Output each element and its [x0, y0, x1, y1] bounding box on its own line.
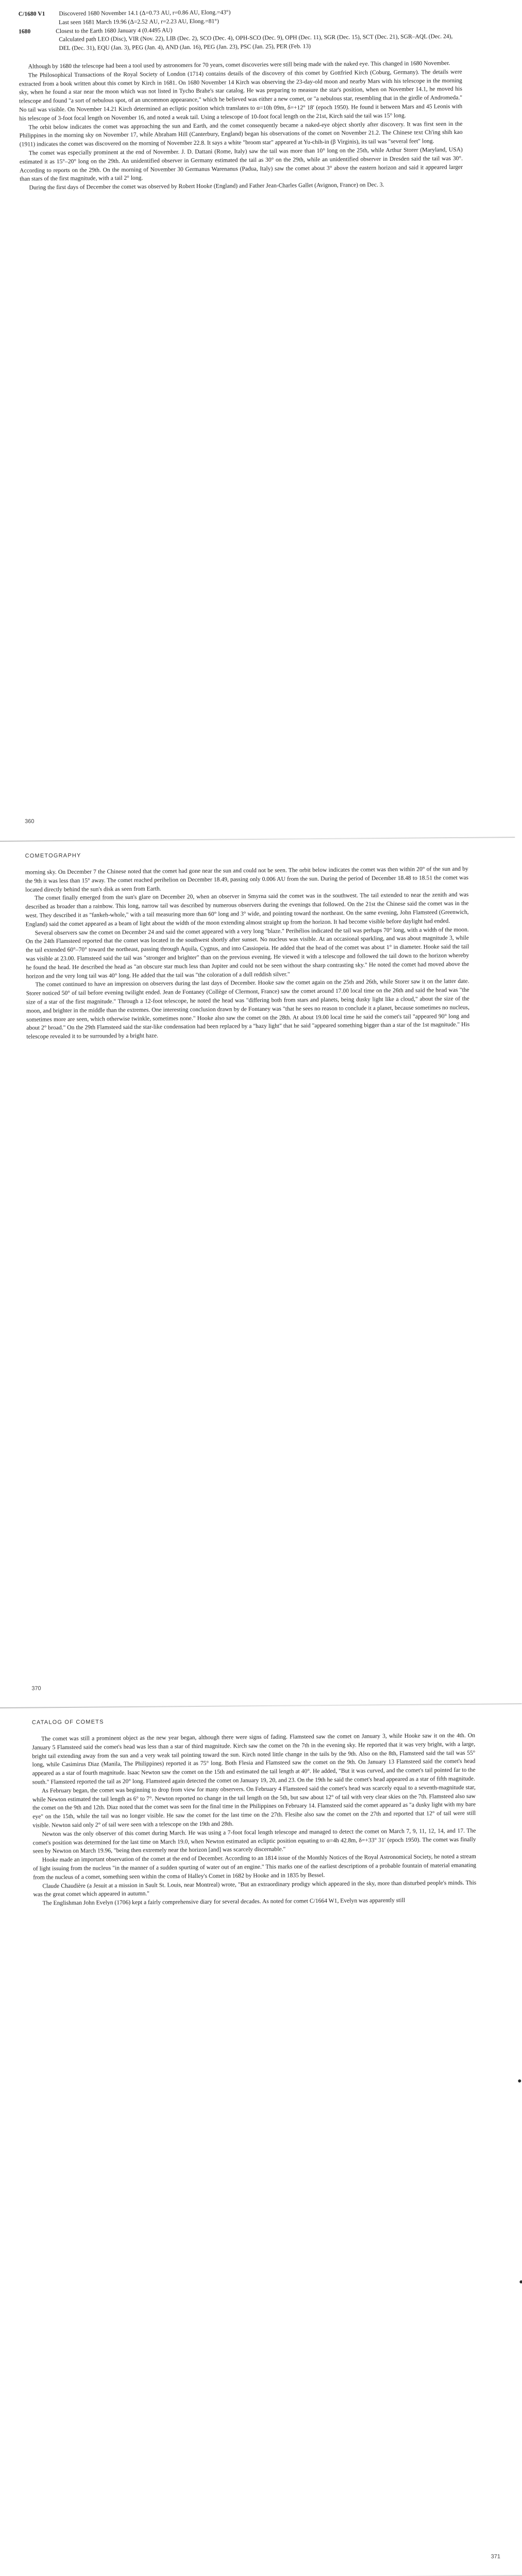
- page-370: [0, 842, 521, 1704]
- header-line-1: Discovered 1680 November 14.1 (Δ=0.73 AU, r=0.86 AU, Elong.=43°): [59, 9, 231, 17]
- header-line-4: Calculated path LEO (Disc), VIR (Nov. 22), LIB (Dec. 2), SCO (Dec. 4), OPH-SCO (Dec. 9), OPH (Dec. 11), SGR (Dec. 15), SCT (Dec. 21), SGR–AQL (Dec. 24), DEL (Dec. 31), EQU (Jan. 3), PEG (Jan. 4), AND (Jan. 16), PEG (Jan. 23), PSC (Jan. 25), PER (Feb. 13): [59, 33, 453, 52]
- paragraph: Newton was the only observer of this comet during March. He was using a 7-foot focal length telescope and managed to detect the comet on March 7, 9, 11, 12, 14, and 17. The comet's position was determined for the last time on March 19.0, when Newton estimated an ecliptic position equating to α=4h 42.8m, δ=+33° 31′ (epoch 1950). The comet was finally seen by Newton on March 19.96, "being then extremely near the horizon [and] was scarcely discernable.": [32, 1827, 476, 1855]
- paragraph: The comet was still a prominent object as the new year began, although there were signs of fading. Flamsteed saw the comet on January 3, while Hooke saw it on the 4th. On January 5 Flamsteed said the comet's head was less than a star of third magnitude. Kirch saw the comet on the 7th in the evening sky. He reported that it was very bright, with a large, bright tail extending away from the sun and a very weak tail pointing toward the sun. Kirch noted little change in the tails by the 9th. Also on the 8th, Flamsteed said the tail was 55° long, while Casimirus Diaz (Manila, The Philippines) reported it as 75° long. Both Flesia and Flamsteed saw the comet on the 9th. On January 13 Flamsteed said the comet's head appeared as a star of fourth magnitude. Isaac Newton saw the comet on the 15th and estimated the tail length at 40°. He added, "But it was curved, and the comet's tail pointed far to the south." Flamsteed reported the tail as 20° long. Flamsteed again detected the comet on January 19, 20, and 23. On the 19th he said the comet's head appeared as a star of fifth magnitude.: [32, 1732, 476, 1786]
- page-divider: [0, 837, 515, 842]
- comet-designation: C/1680 V1: [18, 10, 45, 18]
- page-number: 360: [25, 818, 35, 825]
- page-number: 371: [491, 2553, 500, 2560]
- paragraph: The comet finally emerged from the sun's glare on December 20, when an observer in Smyrna said the comet was in the southwest. The tail extended to near the zenith and was described as broader than a rainbow. This long, narrow tail was described by numerous observers during the evenings that followed. On the 21st the Chinese said the comet was in the west. They described it as "fankeh-whole," with a tail measuring more than 60° long and 3° wide, and pointing toward the northeast. On the same evening, John Flamsteed (Greenwich, England) said the comet appeared as a beam of light about the width of the moon extending almost straight up from the horizon. It had become visible before daylight had ended.: [25, 891, 469, 928]
- paragraph: morning sky. On December 7 the Chinese noted that the comet had gone near the sun and could not be seen. The orbit below indicates the comet was then within 20° of the sun and by the 9th it was less than 15° away. The comet reached perihelion on December 18.49, passing only 0.006 AU from the sun. During the period of December 18.48 to 18.51 the comet was located directly behind the sun's disk as seen from Earth.: [25, 865, 469, 893]
- page-number: 370: [31, 1685, 41, 1692]
- comet-header: [19, 7, 462, 54]
- page3-body: [32, 1732, 477, 1908]
- header-line-3: Closest to the Earth 1680 January 4 (0.4495 AU): [56, 26, 173, 35]
- paragraph: The orbit below indicates the comet was approaching the sun and Earth, and the comet consequently became a naked-eye object shortly after discovery. It was first seen in the Philippines in the morning sky on November 17, while Abraham Hill (Canterbury, England) began his observations of the comet on November 21.2. The Chinese text Ch'ing shih kao (1911) indicates the comet was discovered on the morning of November 22.8. It says a white "broom star" appeared at Yu-chih-in (β Virginis), its tail was "several feet" long.: [19, 120, 463, 148]
- page1-body: [19, 59, 463, 193]
- paragraph: Claude Chaudière (a Jesuit at a mission in Sault St. Louis, near Montreal) wrote, "But an extraordinary prodigy which appeared in the sky, more than disturbed people's minds. This was the great comet which appeared in autumn.": [33, 1879, 477, 1898]
- page-360: [0, 0, 515, 837]
- paragraph: The comet continued to have an impression on observers during the last days of December. Hooke saw the comet again on the 25th and 26th, while Storer saw it on the latter date. Storer noticed 50° of tail before evening twilight ended. Jean de Fontaney (Collège of Clermont, France) saw the comet around 17.00 local time on the 26th and said the head was "the size of a star of the first magnitude." Through a 12-foot telescope, he noted the head was "differing both from stars and planets, being dusky light like a cloud," about the size of the moon, and brighter in the middle than the extremes. One interesting conclusion drawn by de Fontaney was "that he sees no reason to conclude it a planet, because sometimes no nucleus, sometimes more are seen, which otherwise twinkle, sometimes none." Hooke also saw the comet on the 28th. At about 19.00 local time he said the comet's tail "appeared 90° long and about 2° broad." On the 29th Flamsteed said the star-like condensation had been replaced by a "hazy light" that he said "appeared something bigger than a star of the 1st magnitude." His telescope revealed it to be surrounded by a bright haze.: [26, 978, 470, 1040]
- header-line-2: Last seen 1681 March 19.96 (Δ=2.52 AU, r=2.23 AU, Elong.=81°): [58, 18, 219, 26]
- paragraph: During the first days of December the comet was observed by Robert Hooke (England) and Father Jean-Charles Gallet (Avignon, France) on Dec. 3.: [29, 181, 384, 191]
- paragraph: Hooke made an important observation of the comet at the end of December. According to an 1814 issue of the Monthly Notices of the Royal Astronomical Society, he noted a stream of light issuing from the nucleus "in the manner of a sudden spurting of water out of an engine." This marks one of the earliest descriptions of a probable fountain of material emanating from the nucleus of a comet, something seen within the coma of Halley's Comet in 1682 by Hooke and in 1835 by Bessel.: [32, 1853, 477, 1881]
- running-head: COMETOGRAPHY: [25, 852, 81, 859]
- paragraph: The comet was especially prominent at the end of November. J. D. Dattani (Rome, Italy) saw the tail was more than 10° long on the 25th, while Arthur Storer (Maryland, USA) estimated it as 15°–20° long on the 29th. An unidentified observer in Germany estimated the tail as 30° on the 29th, while an unidentified observer in Dresden said the tail was 30°. According to reports on the 29th. On the morning of November 30 Germanus Warenanus (Padua, Italy) saw the comet about 3° above the eastern horizon and said it appeared larger than stars of the first magnitude, with a tail 2° long.: [19, 146, 463, 182]
- binding-dot: [519, 2280, 522, 2283]
- paragraph: The Philosophical Transactions of the Royal Society of London (1714) contains details of the discovery of this comet by Gottfried Kirch (Coburg, Germany). The details were extracted from a book written about this comet by Kirch in 1681. On 1680 November 14 Kirch was observing the 23-day-old moon and nearby Mars with his telescope in the morning sky, when he found a star near the moon which was not listed in Tycho Brahe's star catalog. He was preparing to measure the star's position, when on November 14.1, he moved his telescope and found "a sort of nebulous spot, of an uncommon appearance," which he believed was either a new comet, or "a nebulous star, resembling that in the girdle of Andromeda." No tail was visible. On November 14.21 Kirch determined an ecliptic position which translates to α=10h 09m, δ=+12° 18′ (epoch 1950). He found it between Mars and 45 Leonis with his telescope of 3-foot focal length on November 16, and noted a weak tail. Using a telescope of 10-foot focal length on the 21st, Kirch said the tail was 15° long.: [19, 68, 463, 122]
- paragraph: The Englishman John Evelyn (1706) kept a fairly comprehensive diary for several decades. As noted for comet C/1664 W1, Evelyn was apparently still: [42, 1896, 406, 1907]
- page-divider: [0, 1703, 522, 1708]
- comet-year: 1680: [18, 28, 31, 35]
- paragraph: As February began, the comet was beginning to drop from view for many observers. On February 4 Flamsteed said the comet's head was scarcely equal to a seventh-magnitude star, while Newton estimated the tail length as 6° to 7°. Newton reported no change in the tail length on the 5th, but saw about 12° of tail with very clear skies on the 7th. Flamsteed also saw the comet on the 9th and 12th. Diaz noted that the comet was seen for the final time in the Philippines on February 14. Flamsteed said the comet appeared as "a dusky light with my bare eye" on the 15th, while the tail was no longer visible. He saw the comet for the last time on the 27th. Flesihe also saw the comet on the 27th and reported that 12° of tail were still visible. Newton said only 2° of tail were seen with a telescope on the 19th and 28th.: [32, 1784, 476, 1829]
- paragraph: Several observers saw the comet on December 24 and said the comet appeared with a very long "blaze." Perihélios indicated the tail was perhaps 70° long, with a width of the moon. On the 24th Flamsteed reported that the comet was located in the southwest shortly after sunset. No nucleus was visible. At an occasional sparkling, and was about magnitude 3, while the tail extended 60°–70° toward the northeast, passing through Aquila, Cygnus, and into Cassiopeia. He added that the head of the comet was about 1° in diameter. Hooke said the tail was visible at 23.00. Flamsteed said the tail was "stronger and brighter" than on the previous evening. He viewed it with a telescope and followed the tail down to the horizon whereby he found the head. He described the head as "an obscure star much less than Jupiter and could not be seen without the sharp contrasting sky." He noted the comet had moved above the horizon and the very long tail was 40° long. He added that the tail was "the coloration of a dull reddish silver.": [25, 926, 469, 980]
- binding-dot: [518, 2079, 521, 2082]
- running-head: CATALOG OF COMETS: [31, 1719, 104, 1726]
- page-371: [0, 1708, 522, 2575]
- paragraph: Although by 1680 the telescope had been a tool used by astronomers for 70 years, comet discoveries were still being made with the naked eye. This changed in 1680 November.: [28, 60, 450, 70]
- page2-body: [25, 865, 470, 1042]
